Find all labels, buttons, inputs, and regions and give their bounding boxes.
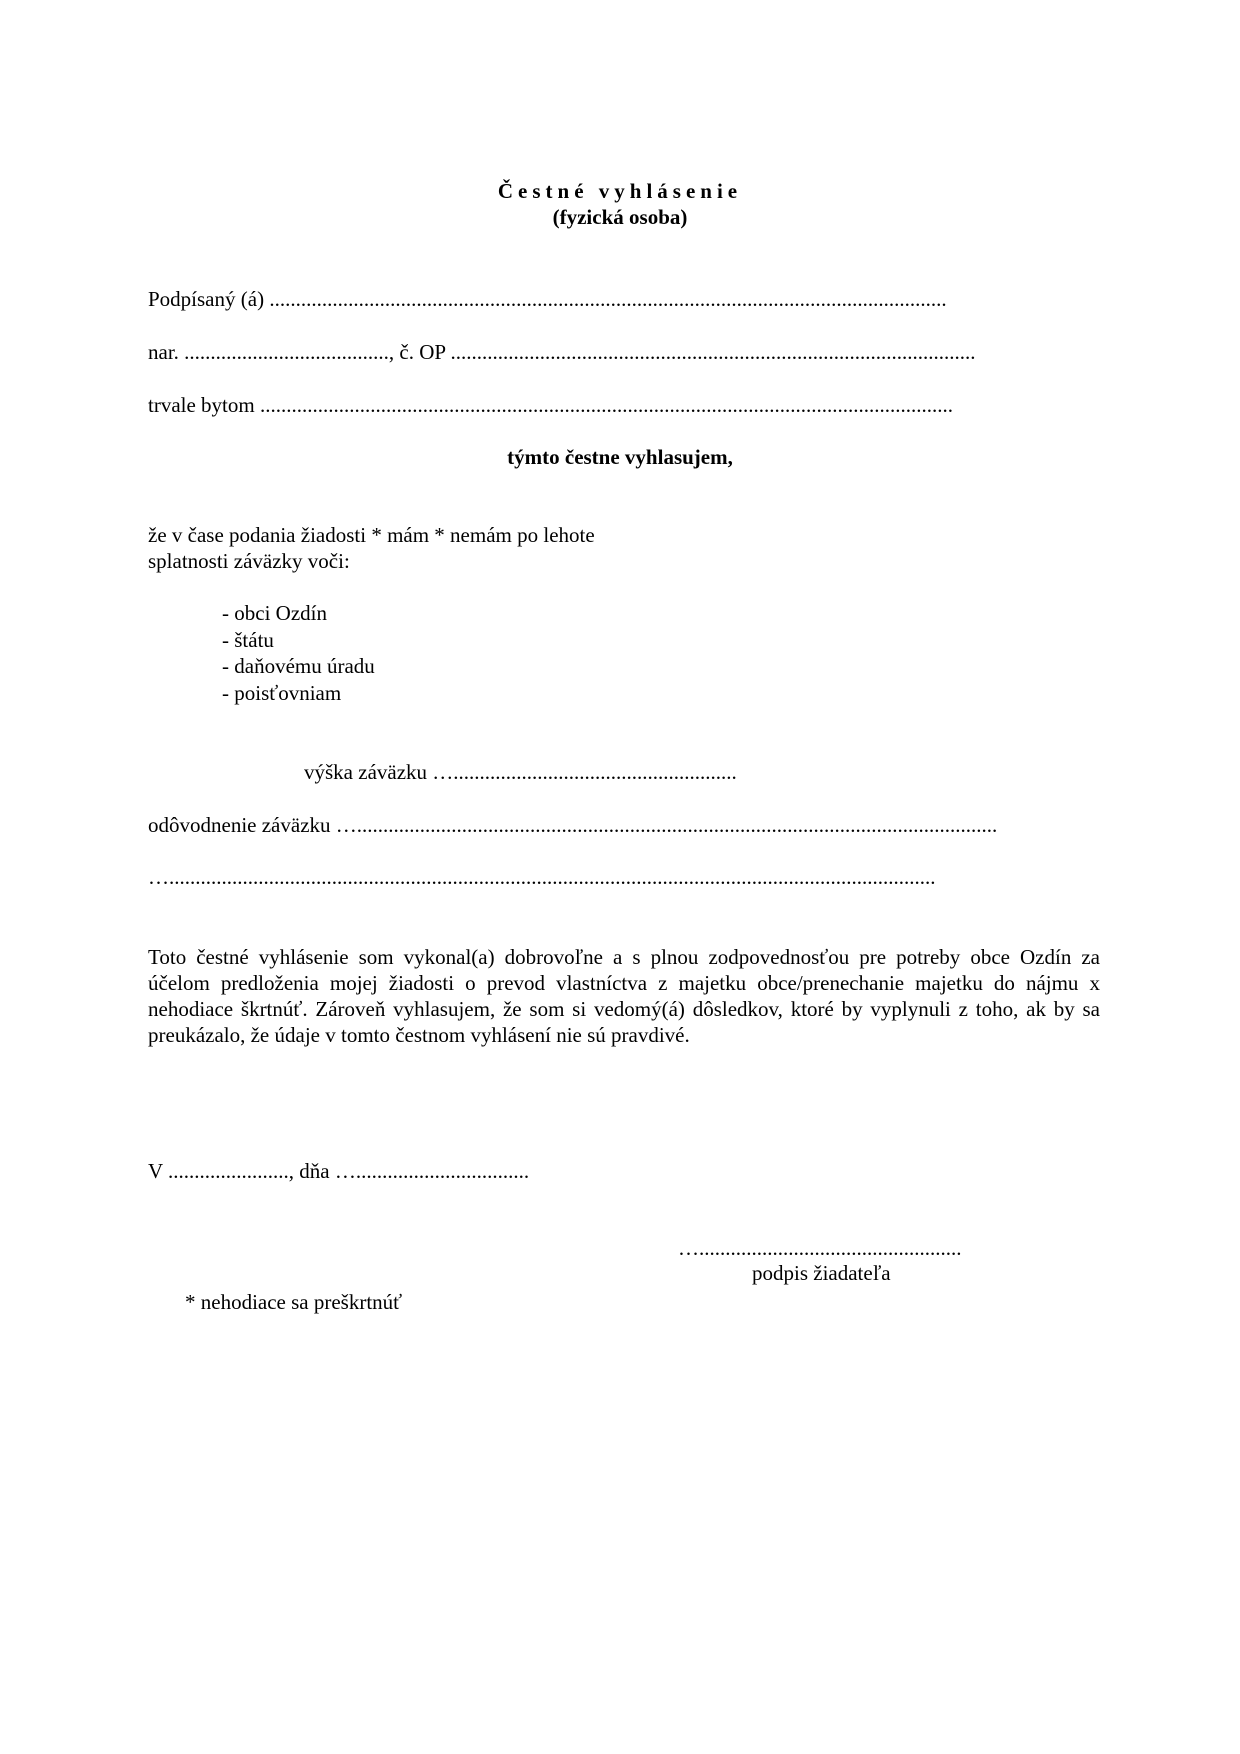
list-item: - štátu [222, 627, 274, 652]
declaration-heading: týmto čestne vyhlasujem, [507, 445, 733, 469]
signature-line: ….................................................. [678, 1236, 962, 1260]
place-date-field: V ......................., dňa …................................. [148, 1159, 530, 1183]
justification-continuation: ….................................................................................................................................................. [148, 865, 936, 889]
birth-and-id-field: nar. ......................................., č. OP .................................................................................................... [148, 340, 976, 364]
list-item: - obci Ozdín [222, 601, 327, 625]
document-title: Čestné vyhlásenie [497, 179, 743, 203]
document-subtitle: (fyzická osoba) [552, 205, 688, 229]
list-item: - poisťovniam [222, 680, 342, 705]
declaration-line-2: splatnosti záväzky voči: [148, 549, 350, 573]
list-item: - daňovému úradu [222, 654, 375, 678]
creditor-list [222, 600, 375, 706]
signature-label: podpis žiadateľa [752, 1261, 891, 1285]
amount-field: výška záväzku …...................................................... [304, 760, 737, 784]
declaration-line-1: že v čase podania žiadosti * mám * nemám po lehote [148, 523, 595, 547]
statement-paragraph: Toto čestné vyhlásenie som vykonal(a) dobrovoľne a s plnou zodpovednosťou pre potreby obce Ozdín za účelom predloženia mojej žiadosti o prevod vlastníctva z majetku obce/prenechanie majetku do nájmu x nehodiace škrtnúť. Zároveň vyhlasujem, že som si vedomý(á) dôsledkov, ktoré by vyplynuli z toho, ak by sa preukázalo, že údaje v tomto čestnom vyhlásení nie sú pravdivé. [148, 945, 1100, 1047]
justification-field: odôvodnenie záväzku ….......................................................................................................................... [148, 813, 998, 837]
signed-name-field: Podpísaný (á) ................................................................................................................................. [148, 287, 947, 311]
residence-field: trvale bytom .................................................................................................................................... [148, 393, 953, 417]
footnote: * nehodiace sa preškrtnúť [185, 1290, 403, 1314]
